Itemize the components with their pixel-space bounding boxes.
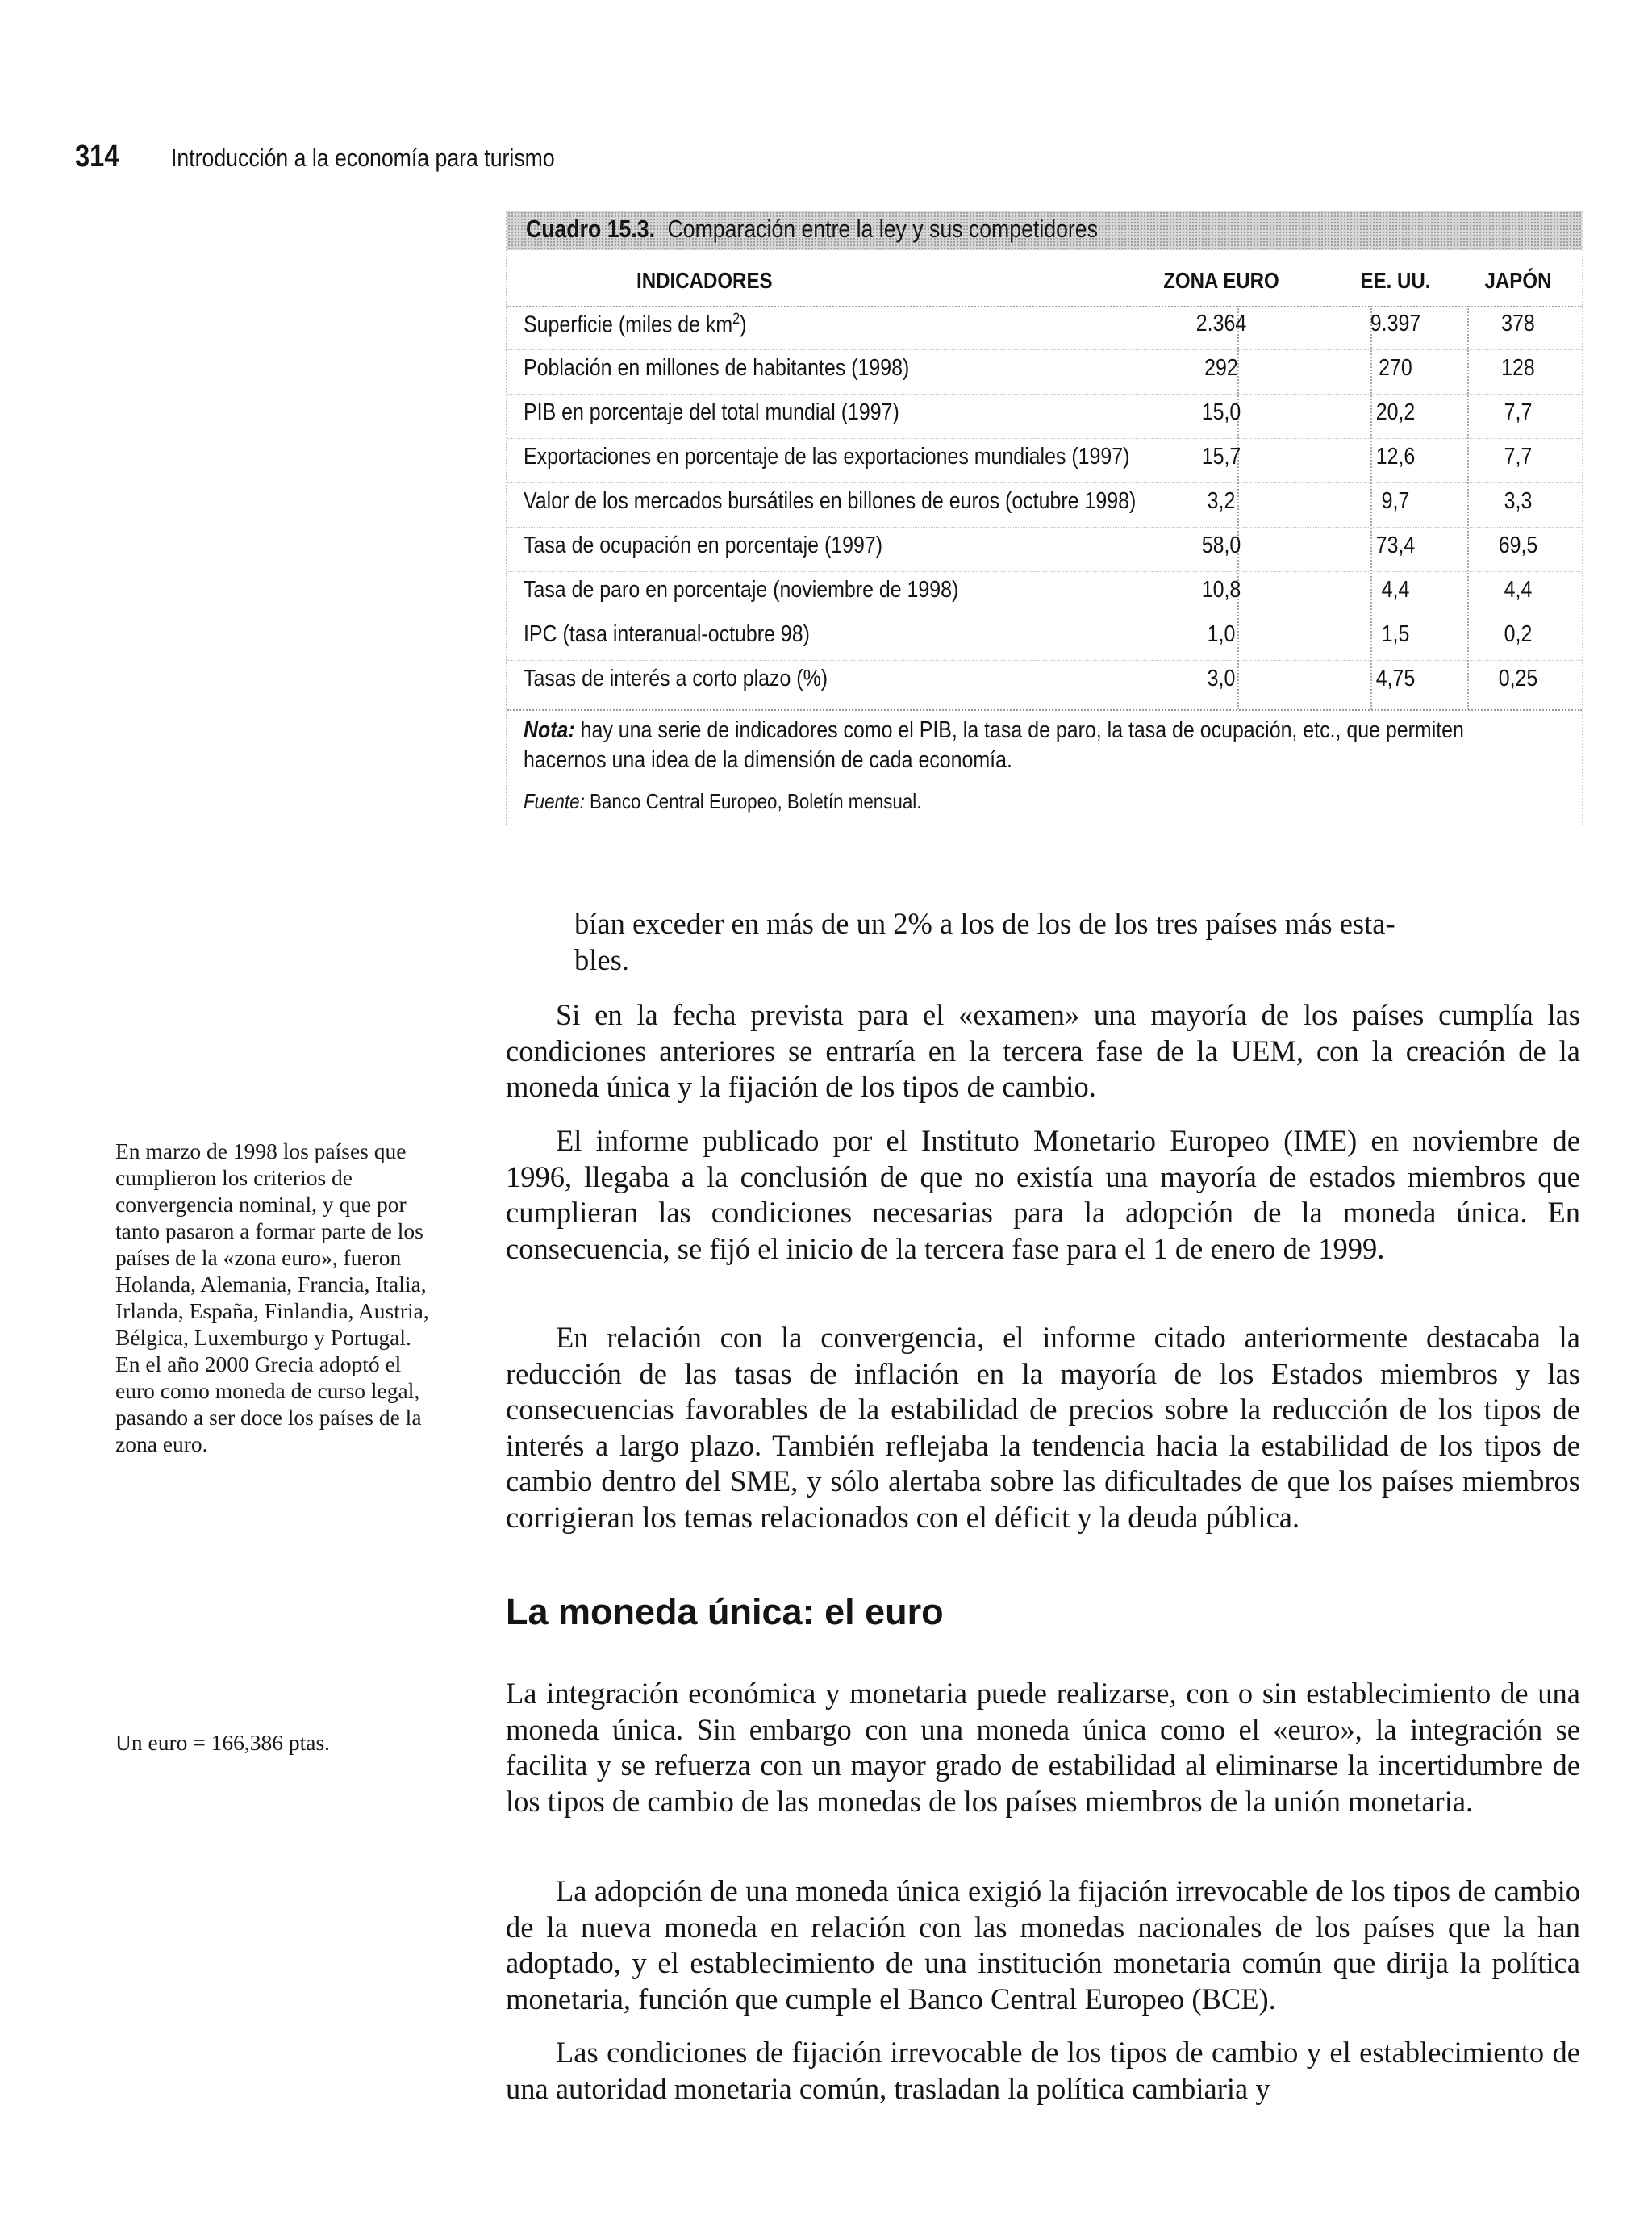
- table-title-bar: [507, 211, 1582, 250]
- cell-zona-euro: 15,7: [1201, 444, 1241, 470]
- row-label: Tasa de paro en porcentaje (noviembre de 1998): [524, 577, 959, 603]
- cell-japon: 3,3: [1504, 488, 1533, 514]
- table-row: [507, 572, 1582, 616]
- table-source-text: Banco Central Europeo, Boletín mensual.: [590, 789, 922, 813]
- table-caption: Comparación entre la ley y sus competidores: [667, 215, 1098, 243]
- comparison-table: [506, 211, 1583, 825]
- row-label: Tasa de ocupación en porcentaje (1997): [524, 533, 883, 558]
- cell-japon: 7,7: [1504, 444, 1533, 470]
- column-header-zona-euro: ZONA EURO: [1163, 268, 1279, 293]
- body-paragraph: Las condiciones de fijación irrevocable de los tipos de cambio y el establecimiento de una autoridad monetaria común, trasladan la política cambiaria y: [506, 2036, 1580, 2105]
- table-source: [524, 789, 921, 814]
- cell-zona-euro: 3,0: [1207, 666, 1236, 691]
- cell-japon: 69,5: [1498, 533, 1538, 558]
- body-paragraph: La integración económica y monetaria puede realizarse, con o sin establecimiento de una moneda única. Sin embargo con una moneda única como el «euro», la integración se facilita y se refuerza con un mayor grado de estabilidad al eliminarse la incertidumbre de los tipos de cambio de las monedas de los países miembros de la unión monetaria.: [506, 1677, 1580, 1818]
- table-row: [507, 483, 1582, 528]
- cell-japon: 4,4: [1504, 577, 1533, 603]
- row-label: Población en millones de habitantes (1998): [524, 355, 910, 381]
- body-paragraph: El informe publicado por el Instituto Monetario Europeo (IME) en noviembre de 1996, llegaba a la conclusión de que no existía una mayoría de estados miembros que cumplieran las condiciones necesarias para la adopción de la moneda única. En consecuencia, se fijó el inicio de la tercera fase para el 1 de enero de 1999.: [506, 1124, 1580, 1265]
- body-paragraph: La adopción de una moneda única exigió la fijación irrevocable de los tipos de cambio de la nueva moneda en relación con las monedas nacionales de los países que la han adoptado, y el establecimiento de una institución monetaria común que dirija la política monetaria, función que cumple el Banco Central Europeo (BCE).: [506, 1874, 1580, 2016]
- row-label: Tasas de interés a corto plazo (%): [524, 666, 828, 691]
- column-header-ee-uu: EE. UU.: [1360, 268, 1431, 293]
- cell-japon: 0,25: [1498, 666, 1538, 691]
- column-header-japon: JAPÓN: [1484, 268, 1552, 293]
- cell-zona-euro: 1,0: [1207, 621, 1236, 647]
- row-label: Superficie (miles de $km^2$): [524, 311, 747, 338]
- cell-ee-uu: 270: [1379, 355, 1412, 381]
- cell-ee-uu: 12,6: [1375, 444, 1416, 470]
- table-note: [524, 716, 1564, 775]
- cell-ee-uu: 9,7: [1381, 488, 1410, 514]
- cell-zona-euro: 15,0: [1201, 399, 1241, 425]
- body-paragraph: Si en la fecha prevista para el «examen» una mayoría de los países cumplía las condiciones anteriores se entraría en la tercera fase de la UEM, con la creación de la moneda única y la fijación de los tipos de cambio.: [506, 998, 1580, 1103]
- cell-zona-euro: 3,2: [1207, 488, 1236, 514]
- cell-ee-uu: 4,4: [1381, 577, 1410, 603]
- table-number: Cuadro 15.3.: [526, 215, 656, 243]
- cell-ee-uu: 4,75: [1375, 666, 1416, 691]
- cell-zona-euro: 58,0: [1201, 533, 1241, 558]
- margin-note: Un euro = 166,386 ptas.: [115, 1730, 331, 1755]
- row-label: PIB en porcentaje del total mundial (1997): [524, 399, 899, 425]
- table-row: [507, 439, 1582, 483]
- cell-zona-euro: 2.364: [1195, 311, 1247, 336]
- cell-japon: 0,2: [1504, 621, 1533, 647]
- body-paragraph-continuation: bían exceder en más de un 2% a los de los de los tres países más esta- bles.: [574, 907, 1395, 976]
- table-row: [507, 661, 1582, 705]
- body-paragraph: En relación con la convergencia, el informe citado anteriormente destacaba la reducción de las tasas de inflación en la mayoría de los Estados miembros y las consecuencias favorables de la estabilidad de precios sobre la reducción de los tipos de interés a largo plazo. También reflejaba la tendencia hacia la estabilidad de los tipos de cambio dentro del SME, y sólo alertaba sobre las dificultades de que los países miembros corrigieran los temas relacionados con el déficit y la deuda pública.: [506, 1321, 1580, 1534]
- cell-ee-uu: 73,4: [1375, 533, 1416, 558]
- column-header-indicadores: INDICADORES: [636, 268, 773, 293]
- cell-zona-euro: 292: [1204, 355, 1238, 381]
- cell-japon: 128: [1501, 355, 1535, 381]
- table-row: [507, 395, 1582, 439]
- table-row: [507, 528, 1582, 572]
- margin-note: En marzo de 1998 los países que cumplieron los criterios de convergencia nominal, y que por tanto pasaron a formar parte de los países de la «zona euro», fueron Holanda, Alemania, Francia, Italia, Irlanda, España, Finlandia, Austria, Bélgica, Luxemburgo y Portugal. En el año 2000 Grecia adoptó el euro como moneda de curso legal, pasando a ser doce los países de la zona euro.: [115, 1138, 429, 1456]
- cell-ee-uu: 20,2: [1375, 399, 1416, 425]
- cell-japon: 378: [1501, 311, 1535, 336]
- table-note-line1: hay una serie de indicadores como el PIB, la tasa de paro, la tasa de ocupación, etc., que permiten: [580, 717, 1464, 743]
- row-label: IPC (tasa interanual-octubre 98): [524, 621, 810, 647]
- table-row: [507, 306, 1582, 350]
- row-label: Exportaciones en porcentaje de las exportaciones mundiales (1997): [524, 444, 1130, 470]
- table-note-line2: hacernos una idea de la dimensión de cada economía.: [524, 747, 1012, 773]
- table-row: [507, 350, 1582, 395]
- row-label: Valor de los mercados bursátiles en billones de euros (octubre 1998): [524, 488, 1137, 514]
- table-title: [526, 215, 1098, 244]
- cell-ee-uu: 1,5: [1381, 621, 1410, 647]
- cell-japon: 7,7: [1504, 399, 1533, 425]
- cell-zona-euro: 10,8: [1201, 577, 1241, 603]
- table-source-label: Fuente:: [524, 789, 585, 813]
- section-heading: La moneda única: el euro: [506, 1591, 944, 1632]
- cell-ee-uu: 9.397: [1370, 311, 1421, 336]
- page-number: 314: [75, 140, 119, 173]
- table-note-label: Nota:: [524, 717, 575, 743]
- table-row: [507, 616, 1582, 661]
- table-bottom-rule: [507, 709, 1582, 711]
- running-title: Introducción a la economía para turismo: [171, 144, 555, 172]
